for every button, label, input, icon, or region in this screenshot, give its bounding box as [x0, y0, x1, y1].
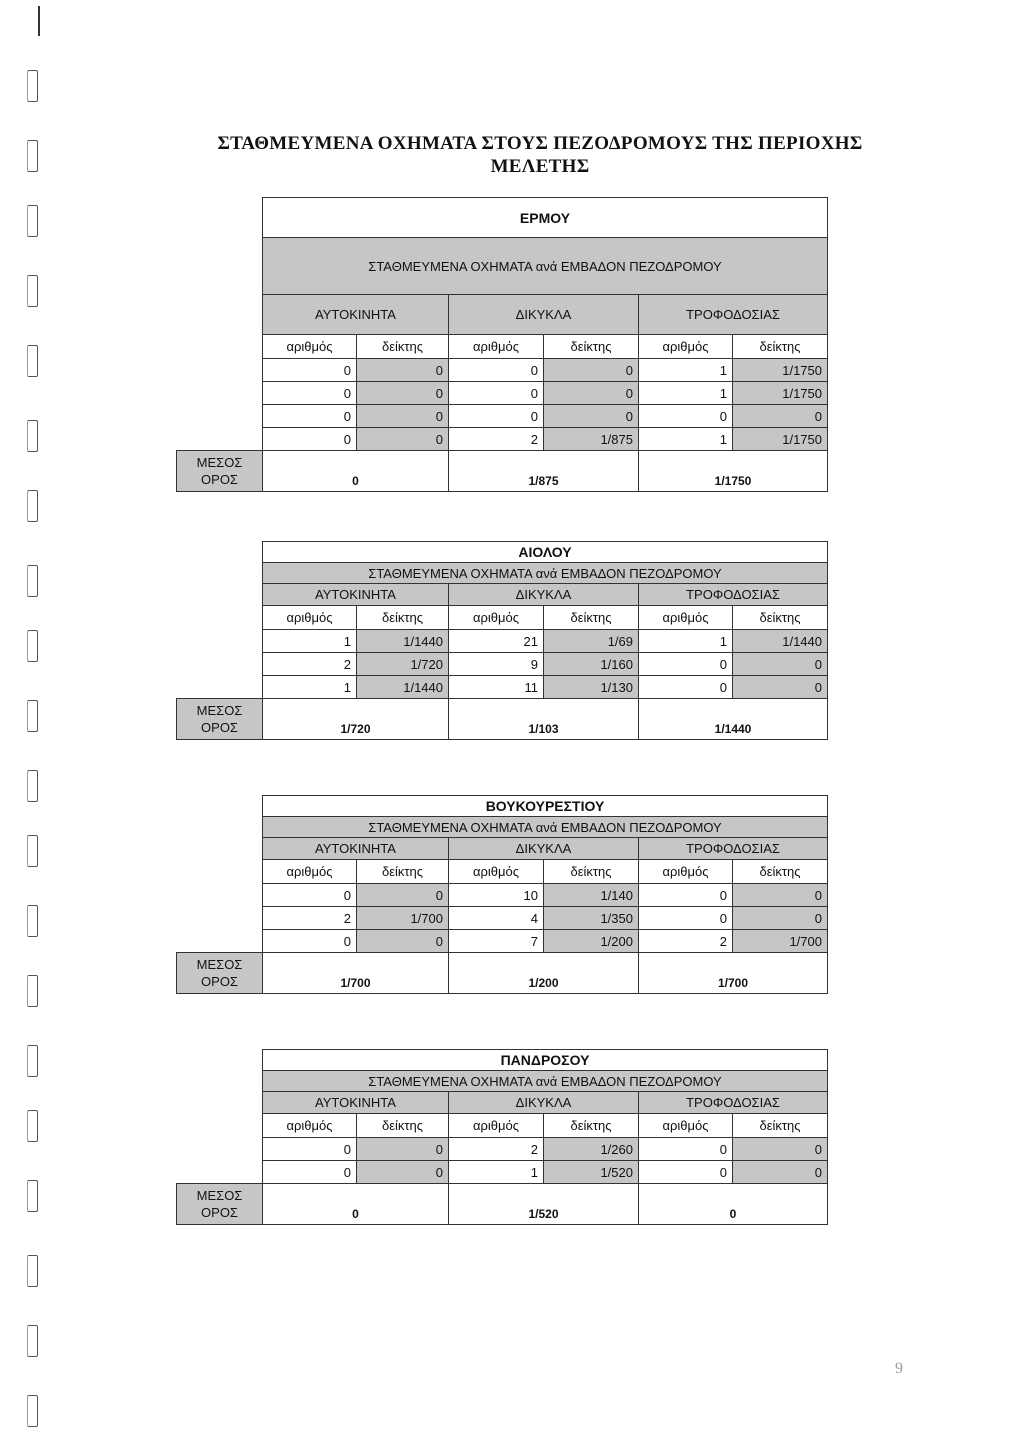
count-cell: 9 — [448, 652, 543, 675]
average-value: 1/1750 — [638, 450, 828, 492]
count-cell: 0 — [262, 358, 356, 381]
table-row — [176, 629, 828, 652]
table-subheader-row — [176, 859, 828, 883]
index-header: δείκτης — [732, 334, 828, 358]
binder-hole-mark — [27, 345, 38, 377]
binder-hole-mark — [27, 975, 38, 1007]
count-cell: 0 — [448, 381, 543, 404]
average-value: 1/720 — [262, 698, 448, 740]
index-cell: 0 — [356, 404, 448, 427]
category-header: ΤΡΟΦΟΔΟΣΙΑΣ — [638, 294, 828, 334]
table-street-row — [176, 795, 828, 816]
count-cell: 0 — [638, 1137, 732, 1160]
count-cell: 1 — [262, 629, 356, 652]
table-row — [176, 929, 828, 952]
binder-hole-mark — [27, 275, 38, 307]
page-number: 9 — [895, 1360, 903, 1377]
table-category-row — [176, 837, 828, 859]
index-cell: 1/1750 — [732, 381, 828, 404]
average-label-line-2: ΟΡΟΣ — [201, 974, 238, 989]
index-cell: 0 — [732, 675, 828, 698]
binder-hole-mark — [27, 1395, 38, 1427]
street-name: ΒΟΥΚΟΥΡΕΣΤΙΟΥ — [262, 795, 828, 816]
binder-hole-mark — [27, 905, 38, 937]
binder-hole-mark — [27, 770, 38, 802]
average-label-line-2: ΟΡΟΣ — [201, 472, 238, 487]
average-label — [176, 1183, 262, 1225]
binder-hole-mark — [27, 630, 38, 662]
category-header: ΔΙΚΥΚΛΑ — [448, 837, 638, 859]
average-label-line-1: ΜΕΣΟΣ — [196, 455, 243, 470]
average-value: 1/200 — [448, 952, 638, 994]
index-header: δείκτης — [543, 334, 638, 358]
count-cell: 0 — [638, 652, 732, 675]
index-cell: 1/130 — [543, 675, 638, 698]
average-label-line-1: ΜΕΣΟΣ — [196, 703, 243, 718]
index-header: δείκτης — [356, 605, 448, 629]
count-cell: 11 — [448, 675, 543, 698]
table-row — [176, 381, 828, 404]
category-header: ΑΥΤΟΚΙΝΗΤΑ — [262, 837, 448, 859]
binder-hole-mark — [27, 70, 38, 102]
average-label-line-1: ΜΕΣΟΣ — [196, 957, 243, 972]
table-subheader-row — [176, 1113, 828, 1137]
table-subheader-row — [176, 605, 828, 629]
count-header: αριθμός — [448, 859, 543, 883]
index-cell: 1/350 — [543, 906, 638, 929]
count-cell: 2 — [448, 1137, 543, 1160]
table-average-row — [176, 450, 828, 492]
index-cell: 1/1440 — [732, 629, 828, 652]
count-cell: 0 — [262, 883, 356, 906]
count-cell: 1 — [638, 629, 732, 652]
table-subtitle-row — [176, 1070, 828, 1091]
count-header: αριθμός — [262, 859, 356, 883]
table-subtitle: ΣΤΑΘΜΕΥΜΕΝΑ ΟΧΗΜΑΤΑ ανά ΕΜΒΑΔΟΝ ΠΕΖΟΔΡΟΜΟΥ — [262, 1070, 828, 1091]
count-cell: 0 — [262, 404, 356, 427]
page-title-line-1: ΣΤΑΘΜΕΥΜΕΝΑ ΟΧΗΜΑΤΑ ΣΤΟΥΣ ΠΕΖΟΔΡΟΜΟΥΣ ΤΗΣ ΠΕΡΙΟΧΗΣ — [217, 133, 863, 154]
index-cell: 0 — [356, 883, 448, 906]
index-cell: 1/200 — [543, 929, 638, 952]
count-header: αριθμός — [638, 859, 732, 883]
table-subheader-row — [176, 334, 828, 358]
average-value: 1/520 — [448, 1183, 638, 1225]
index-cell: 1/140 — [543, 883, 638, 906]
index-header: δείκτης — [543, 605, 638, 629]
count-header: αριθμός — [448, 334, 543, 358]
street-name: ΕΡΜΟΥ — [262, 197, 828, 237]
average-value: 1/700 — [638, 952, 828, 994]
index-cell: 0 — [543, 381, 638, 404]
count-cell: 0 — [262, 1160, 356, 1183]
table-street-row — [176, 197, 828, 237]
index-cell: 0 — [543, 404, 638, 427]
index-cell: 0 — [732, 1160, 828, 1183]
table-subtitle: ΣΤΑΘΜΕΥΜΕΝΑ ΟΧΗΜΑΤΑ ανά ΕΜΒΑΔΟΝ ΠΕΖΟΔΡΟΜΟΥ — [262, 237, 828, 294]
count-cell: 0 — [262, 929, 356, 952]
index-cell: 0 — [732, 404, 828, 427]
index-header: δείκτης — [356, 1113, 448, 1137]
count-cell: 0 — [638, 883, 732, 906]
index-cell: 1/520 — [543, 1160, 638, 1183]
index-cell: 0 — [356, 1137, 448, 1160]
count-cell: 10 — [448, 883, 543, 906]
count-cell: 1 — [638, 427, 732, 450]
count-cell: 0 — [638, 1160, 732, 1183]
page-title-line-2: ΜΕΛΕΤΗΣ — [490, 156, 590, 177]
count-cell: 2 — [448, 427, 543, 450]
count-cell: 2 — [262, 652, 356, 675]
count-cell: 7 — [448, 929, 543, 952]
index-cell: 0 — [732, 652, 828, 675]
page-title — [120, 132, 960, 178]
average-value: 1/700 — [262, 952, 448, 994]
average-value: 1/103 — [448, 698, 638, 740]
table-subtitle-row — [176, 237, 828, 294]
average-value: 1/875 — [448, 450, 638, 492]
binder-hole-mark — [27, 835, 38, 867]
count-header: αριθμός — [448, 1113, 543, 1137]
table-subtitle: ΣΤΑΘΜΕΥΜΕΝΑ ΟΧΗΜΑΤΑ ανά ΕΜΒΑΔΟΝ ΠΕΖΟΔΡΟΜΟΥ — [262, 562, 828, 583]
binder-hole-mark — [27, 1045, 38, 1077]
count-cell: 0 — [448, 358, 543, 381]
index-cell: 1/260 — [543, 1137, 638, 1160]
binder-hole-mark — [27, 1255, 38, 1287]
average-value: 1/1440 — [638, 698, 828, 740]
table-row — [176, 906, 828, 929]
count-cell: 21 — [448, 629, 543, 652]
count-cell: 0 — [448, 404, 543, 427]
index-header: δείκτης — [543, 859, 638, 883]
index-cell: 0 — [732, 1137, 828, 1160]
index-cell: 1/160 — [543, 652, 638, 675]
count-cell: 2 — [638, 929, 732, 952]
count-header: αριθμός — [638, 1113, 732, 1137]
average-label — [176, 698, 262, 740]
index-cell: 0 — [356, 929, 448, 952]
table-subtitle-row — [176, 816, 828, 837]
count-cell: 1 — [638, 381, 732, 404]
count-cell: 0 — [262, 1137, 356, 1160]
count-header: αριθμός — [262, 1113, 356, 1137]
index-cell: 1/1440 — [356, 629, 448, 652]
category-header: ΤΡΟΦΟΔΟΣΙΑΣ — [638, 837, 828, 859]
index-cell: 1/69 — [543, 629, 638, 652]
table-subtitle-row — [176, 562, 828, 583]
count-cell: 0 — [262, 381, 356, 404]
average-label-line-2: ΟΡΟΣ — [201, 1205, 238, 1220]
count-cell: 4 — [448, 906, 543, 929]
index-cell: 0 — [543, 358, 638, 381]
index-header: δείκτης — [356, 859, 448, 883]
category-header: ΔΙΚΥΚΛΑ — [448, 294, 638, 334]
table-row — [176, 1160, 828, 1183]
category-header: ΑΥΤΟΚΙΝΗΤΑ — [262, 583, 448, 605]
table-row — [176, 1137, 828, 1160]
count-cell: 1 — [448, 1160, 543, 1183]
table-average-row — [176, 1183, 828, 1225]
table-street-row — [176, 541, 828, 562]
table-average-row — [176, 698, 828, 740]
count-header: αριθμός — [638, 334, 732, 358]
count-cell: 0 — [262, 427, 356, 450]
index-cell: 0 — [356, 1160, 448, 1183]
binder-hole-mark — [27, 565, 38, 597]
index-cell: 0 — [732, 906, 828, 929]
count-cell: 0 — [638, 906, 732, 929]
binder-hole-mark — [27, 700, 38, 732]
average-label — [176, 952, 262, 994]
index-header: δείκτης — [732, 1113, 828, 1137]
average-label-line-1: ΜΕΣΟΣ — [196, 1188, 243, 1203]
category-header: ΔΙΚΥΚΛΑ — [448, 583, 638, 605]
count-cell: 1 — [262, 675, 356, 698]
count-cell: 1 — [638, 358, 732, 381]
binder-hole-mark — [27, 1110, 38, 1142]
count-cell: 2 — [262, 906, 356, 929]
index-cell: 1/720 — [356, 652, 448, 675]
count-cell: 0 — [638, 404, 732, 427]
index-header: δείκτης — [356, 334, 448, 358]
count-header: αριθμός — [262, 605, 356, 629]
average-value: 0 — [262, 450, 448, 492]
index-cell: 0 — [732, 883, 828, 906]
average-value: 0 — [638, 1183, 828, 1225]
count-header: αριθμός — [638, 605, 732, 629]
average-label-line-2: ΟΡΟΣ — [201, 720, 238, 735]
index-cell: 1/875 — [543, 427, 638, 450]
index-cell: 1/700 — [356, 906, 448, 929]
category-header: ΤΡΟΦΟΔΟΣΙΑΣ — [638, 1091, 828, 1113]
index-cell: 0 — [356, 358, 448, 381]
binder-hole-mark — [27, 1180, 38, 1212]
binder-hole-mark — [27, 1325, 38, 1357]
binder-hole-mark — [27, 140, 38, 172]
index-header: δείκτης — [543, 1113, 638, 1137]
table-subtitle: ΣΤΑΘΜΕΥΜΕΝΑ ΟΧΗΜΑΤΑ ανά ΕΜΒΑΔΟΝ ΠΕΖΟΔΡΟΜΟΥ — [262, 816, 828, 837]
binder-hole-mark — [27, 420, 38, 452]
index-cell: 1/1440 — [356, 675, 448, 698]
table-category-row — [176, 294, 828, 334]
table-row — [176, 883, 828, 906]
table-row — [176, 404, 828, 427]
table-average-row — [176, 952, 828, 994]
index-cell: 0 — [356, 381, 448, 404]
count-header: αριθμός — [448, 605, 543, 629]
binder-line — [38, 6, 40, 36]
index-cell: 1/1750 — [732, 427, 828, 450]
category-header: ΔΙΚΥΚΛΑ — [448, 1091, 638, 1113]
category-header: ΑΥΤΟΚΙΝΗΤΑ — [262, 294, 448, 334]
index-header: δείκτης — [732, 605, 828, 629]
index-cell: 1/1750 — [732, 358, 828, 381]
count-header: αριθμός — [262, 334, 356, 358]
street-name: ΑΙΟΛΟΥ — [262, 541, 828, 562]
binder-hole-mark — [27, 205, 38, 237]
table-street-row — [176, 1049, 828, 1070]
table-category-row — [176, 1091, 828, 1113]
table-row — [176, 675, 828, 698]
table-row — [176, 358, 828, 381]
category-header: ΤΡΟΦΟΔΟΣΙΑΣ — [638, 583, 828, 605]
index-header: δείκτης — [732, 859, 828, 883]
street-name: ΠΑΝΔΡΟΣΟΥ — [262, 1049, 828, 1070]
table-category-row — [176, 583, 828, 605]
average-label — [176, 450, 262, 492]
binder-hole-mark — [27, 490, 38, 522]
index-cell: 0 — [356, 427, 448, 450]
index-cell: 1/700 — [732, 929, 828, 952]
table-row — [176, 427, 828, 450]
average-value: 0 — [262, 1183, 448, 1225]
category-header: ΑΥΤΟΚΙΝΗΤΑ — [262, 1091, 448, 1113]
table-row — [176, 652, 828, 675]
count-cell: 0 — [638, 675, 732, 698]
